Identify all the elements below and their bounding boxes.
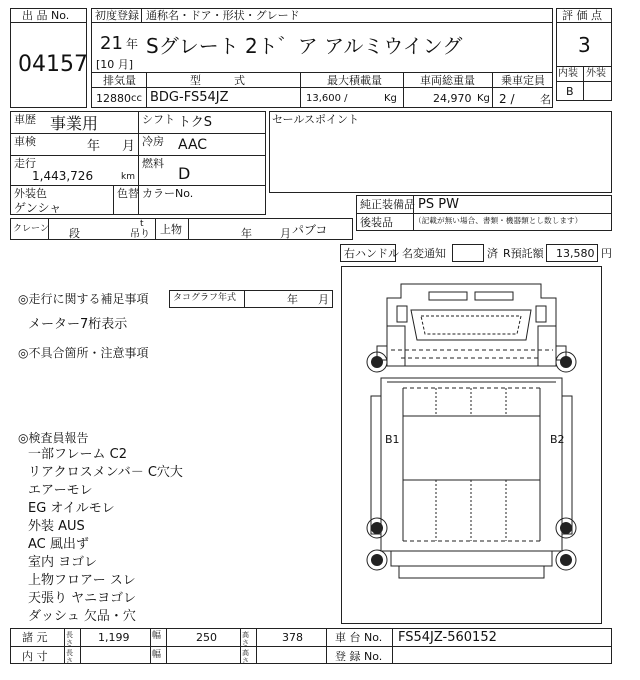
model-type-value: BDG-FS54JZ <box>150 90 229 105</box>
gross-weight-value: 24,970 <box>433 92 472 105</box>
inner-length-label: 長さ <box>66 649 73 665</box>
capacity-unit: 名 <box>540 93 551 106</box>
inspection-month: 月 <box>122 139 136 154</box>
aftermarket-note: （記載が無い場合、書類・機器類とし数します） <box>414 217 583 226</box>
recycle-unit: 円 <box>601 247 612 260</box>
interior-label: 内装 <box>558 68 578 79</box>
fuel-value: D <box>178 164 191 183</box>
inspector-line: リアクロスメンバ－ C穴大 <box>28 465 183 480</box>
diagram-mark-b2: B2 <box>550 433 565 446</box>
lot-no-label: 出 品 No. <box>22 9 70 22</box>
name-change-box <box>452 244 484 262</box>
upper-label: 上物 <box>160 223 182 236</box>
model-type-label: 型 式 <box>190 74 245 87</box>
inner-height-label: 高さ <box>242 649 249 665</box>
interior-score: B <box>566 85 574 98</box>
fuel-label: 燃料 <box>142 157 164 170</box>
handle-value: 右ハンドル <box>344 247 399 260</box>
crane-label: クレーン <box>13 224 49 234</box>
inspector-line: AC 風出ず <box>28 537 89 552</box>
color-label: 外装色 <box>14 187 47 200</box>
length-value: 1,199 <box>98 631 130 644</box>
inspector-line: エアーモレ <box>28 483 93 498</box>
name-change-label: 名変通知 <box>402 247 446 260</box>
inspector-line: EG オイルモレ <box>28 501 115 516</box>
chassis-value: FS54JZ-560152 <box>398 630 497 645</box>
first-reg-month: [10 月] <box>96 58 134 71</box>
equipment-value: PS PW <box>418 197 459 212</box>
tachograph-month: 月 <box>318 293 329 306</box>
length-label: 長さ <box>66 631 73 647</box>
inspector-line: 室内 ヨゴレ <box>28 555 98 570</box>
inspector-line: 外装 AUS <box>28 519 85 534</box>
max-load-unit: Kg <box>384 93 397 104</box>
tachograph-year: 年 <box>287 293 298 306</box>
lot-no: 04157 <box>18 52 88 77</box>
width-label: 幅 <box>152 631 162 641</box>
shift-value: トクS <box>178 115 212 130</box>
color-value: ゲンシャ <box>14 201 62 215</box>
grade: Sグレート 2ト゛ア アルミウイング <box>146 34 463 58</box>
upper-year: 年 <box>241 227 252 240</box>
mileage-note: メーター7桁表示 <box>28 317 128 332</box>
diagram-mark-b1: B1 <box>385 433 400 446</box>
first-reg-label: 初度登録 <box>95 9 139 22</box>
inspector-line: ダッシュ 欠品・穴 <box>28 609 136 624</box>
eval-label: 評 価 点 <box>562 9 602 22</box>
first-reg-year: 21 <box>100 33 123 54</box>
crane-t: t <box>140 219 144 229</box>
mileage-label: 走行 <box>14 157 36 170</box>
mileage-supplement-label: ◎走行に関する補足事項 <box>18 292 149 306</box>
width-value: 250 <box>196 631 217 644</box>
sales-point-label: セールスポイント <box>272 113 360 126</box>
crane-lift: 吊り <box>130 229 150 240</box>
chassis-label: 車 台 No. <box>335 631 383 644</box>
gross-weight-label: 車両総重量 <box>420 74 475 87</box>
model-grade-label: 通称名・ドア・形状・グレード <box>146 9 300 22</box>
specs-label: 諸 元 <box>22 631 48 644</box>
upper-month: 月 <box>280 227 291 240</box>
inspector-line: 一部フレーム C2 <box>28 447 127 462</box>
capacity-value: 2 / <box>499 92 515 106</box>
gross-weight-unit: Kg <box>477 93 490 104</box>
mileage-unit: km <box>121 172 135 182</box>
registration-label: 登 録 No. <box>335 650 383 663</box>
inspection-label: 車検 <box>14 135 36 148</box>
eval-score: 3 <box>578 33 591 57</box>
inspector-line: 上物フロアー スレ <box>28 573 136 588</box>
inspector-line: 天張り ヤニヨゴレ <box>28 591 137 606</box>
aftermarket-label: 後装品 <box>360 216 393 229</box>
recycle-label: R預託額 <box>503 247 544 260</box>
crane-stage: 段 <box>69 227 80 240</box>
tachograph-label: タコグラフ年式 <box>173 293 237 303</box>
ac-value: AAC <box>178 137 208 153</box>
height-value: 378 <box>282 631 303 644</box>
recycle-prefix: 済 <box>487 247 498 260</box>
ac-label: 冷房 <box>142 135 164 148</box>
shift-label: シフト <box>142 113 175 126</box>
inner-width-label: 幅 <box>152 650 162 660</box>
capacity-label: 乗車定員 <box>501 74 545 87</box>
displacement-value: 12880 <box>96 92 131 105</box>
first-reg-year-unit: 年 <box>126 37 139 51</box>
mileage-value: 1,443,726 <box>32 169 94 183</box>
color-no-label: 色替 <box>117 187 139 200</box>
history-value: 事業用 <box>50 114 99 133</box>
upper-value: パブコ <box>292 223 328 237</box>
displacement-unit: cc <box>131 93 142 104</box>
exterior-label: 外装 <box>586 68 606 79</box>
defects-label: ◎不具合箇所・注意事項 <box>18 346 149 360</box>
inspector-label: ◎検査員報告 <box>18 431 89 445</box>
height-label: 高さ <box>242 631 249 647</box>
color-code-label: カラーNo. <box>142 187 194 200</box>
inspection-year: 年 <box>87 139 101 154</box>
max-load-label: 最大積載量 <box>327 74 382 87</box>
max-load-value: 13,600 / <box>306 93 348 104</box>
equipment-label: 純正装備品 <box>360 198 415 211</box>
inner-label: 内 寸 <box>22 650 48 663</box>
displacement-label: 排気量 <box>103 74 136 87</box>
recycle-value: 13,580 <box>556 247 595 260</box>
history-label: 車歴 <box>14 113 36 126</box>
